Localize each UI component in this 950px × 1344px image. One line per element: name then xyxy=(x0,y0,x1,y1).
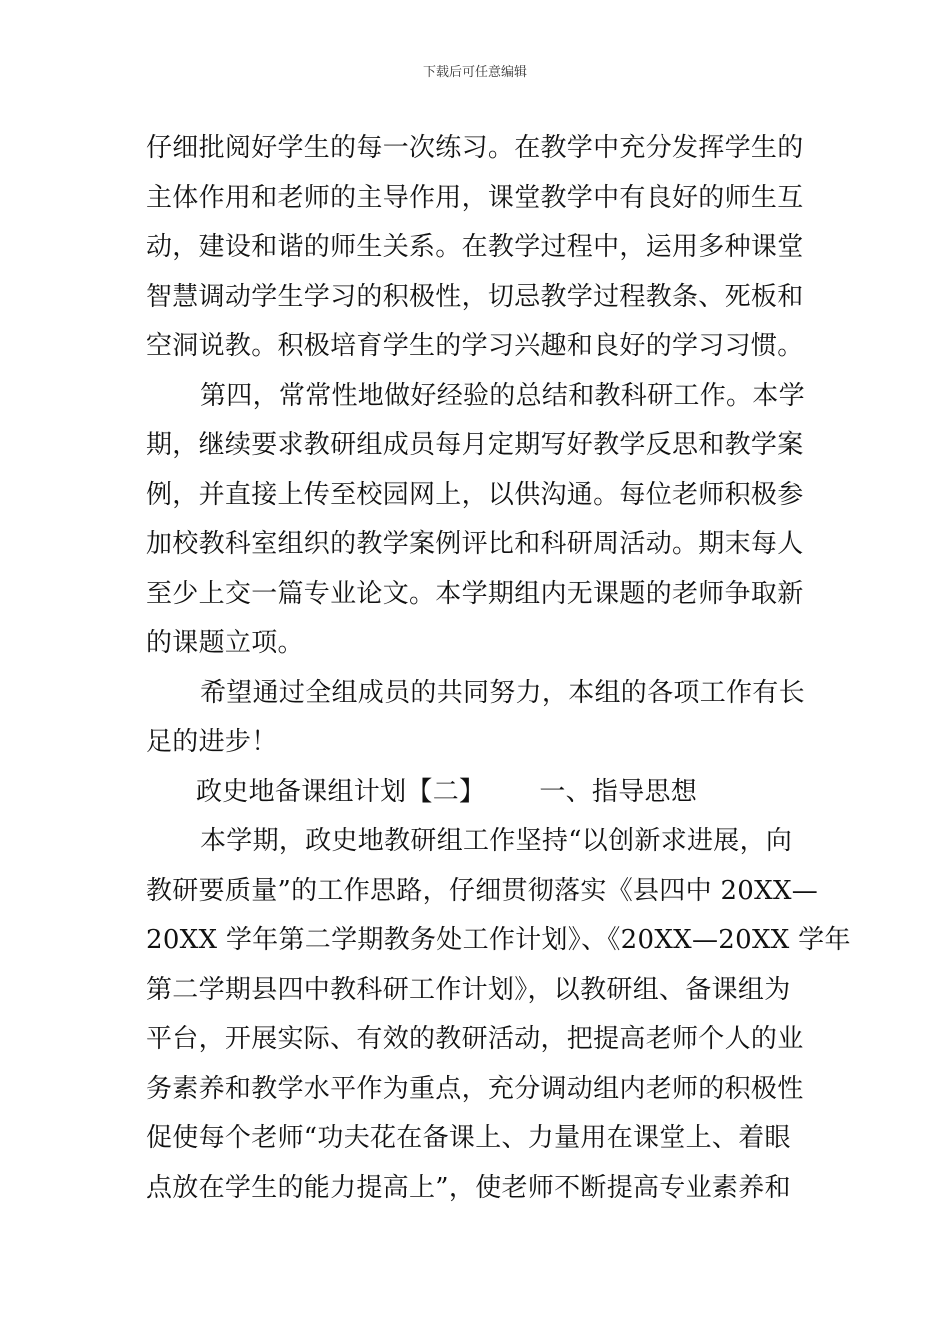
text-line: 促使每个老师“功夫花在备课上、力量用在课堂上、着眼 xyxy=(146,1123,791,1153)
paragraph-first-line: 希望通过全组成员的共同努力，本组的各项工作有长 xyxy=(200,677,805,708)
text-line: 主体作用和老师的主导作用，课堂教学中有良好的师生互 xyxy=(146,182,804,213)
text-line: 务素养和教学水平作为重点，充分调动组内老师的积极性 xyxy=(146,1073,804,1104)
section-subtitle: 一、指导思想 xyxy=(539,776,698,807)
text-line: 足的进步！ xyxy=(146,727,278,757)
text-line: 20XX 学年第二学期教务处工作计划》、《20XX—20XX 学年 xyxy=(146,925,851,955)
text-line: 期，继续要求教研组成员每月定期写好教学反思和教学案 xyxy=(146,430,804,460)
paragraph-first-line: 第四，常常性地做好经验的总结和教科研工作。本学 xyxy=(200,380,805,411)
text-line: 的课题立项。 xyxy=(146,628,304,658)
section-title: 政史地备课组计划【二】 xyxy=(196,776,486,807)
document-body xyxy=(146,124,851,1213)
text-line: 点放在学生的能力提高上”，使老师不断提高专业素养和 xyxy=(146,1172,791,1203)
text-line: 空洞说教。积极培育学生的学习兴趣和良好的学习习惯。 xyxy=(146,331,804,361)
text-line: 第二学期县四中教科研工作计划》，以教研组、备课组为 xyxy=(146,974,791,1005)
text-line: 平台，开展实际、有效的教研活动，把提高老师个人的业 xyxy=(146,1024,804,1054)
page-header-note: 下载后可任意编辑 xyxy=(422,65,527,80)
text-line: 教研要质量”的工作思路，仔细贯彻落实《县四中 20XX— xyxy=(146,875,819,906)
text-line: 至少上交一篇专业论文。本学期组内无课题的老师争取新 xyxy=(146,578,804,609)
paragraph-first-line: 本学期，政史地教研组工作坚持“以创新求进展，向 xyxy=(200,826,793,856)
text-line: 例，并直接上传至校园网上，以供沟通。每位老师积极参 xyxy=(146,479,804,510)
text-line: 智慧调动学生学习的积极性，切忌教学过程教条、死板和 xyxy=(146,281,804,312)
text-line: 动，建设和谐的师生关系。在教学过程中，运用多种课堂 xyxy=(146,232,804,262)
text-line: 加校教科室组织的教学案例评比和科研周活动。期末每人 xyxy=(146,529,804,559)
section-heading xyxy=(146,768,808,818)
text-line: 仔细批阅好学生的每一次练习。在教学中充分发挥学生的 xyxy=(146,133,804,163)
